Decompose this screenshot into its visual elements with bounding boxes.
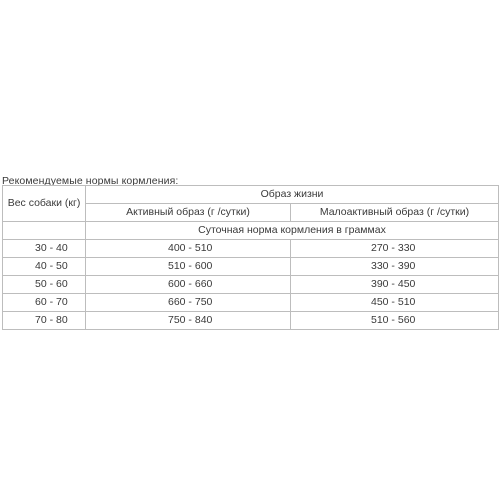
table-row	[3, 276, 499, 294]
daily-norm-header: Суточная норма кормления в граммах	[86, 222, 499, 240]
inactive-column-header: Малоактивный образ (г /сутки)	[291, 204, 499, 222]
active-cell: 600 - 660	[86, 276, 291, 294]
weight-cell: 50 - 60	[3, 276, 86, 294]
weight-cell: 70 - 80	[3, 312, 86, 330]
inactive-cell: 450 - 510	[291, 294, 499, 312]
table-row	[3, 240, 499, 258]
inactive-cell: 510 - 560	[291, 312, 499, 330]
weight-column-header: Вес собаки (кг)	[3, 186, 86, 222]
weight-cell: 30 - 40	[3, 240, 86, 258]
empty-header-cell	[3, 222, 86, 240]
inactive-cell: 270 - 330	[291, 240, 499, 258]
active-cell: 510 - 600	[86, 258, 291, 276]
active-cell: 750 - 840	[86, 312, 291, 330]
header-row-1	[3, 186, 499, 204]
active-cell: 400 - 510	[86, 240, 291, 258]
table-row	[3, 294, 499, 312]
inactive-cell: 330 - 390	[291, 258, 499, 276]
feeding-norms-table	[2, 185, 499, 330]
active-cell: 660 - 750	[86, 294, 291, 312]
table-row	[3, 312, 499, 330]
table-caption: Рекомендуемые нормы кормления:	[2, 175, 179, 187]
inactive-cell: 390 - 450	[291, 276, 499, 294]
weight-cell: 60 - 70	[3, 294, 86, 312]
active-column-header: Активный образ (г /сутки)	[86, 204, 291, 222]
table-row	[3, 258, 499, 276]
header-row-3	[3, 222, 499, 240]
weight-cell: 40 - 50	[3, 258, 86, 276]
lifestyle-header: Образ жизни	[86, 186, 499, 204]
